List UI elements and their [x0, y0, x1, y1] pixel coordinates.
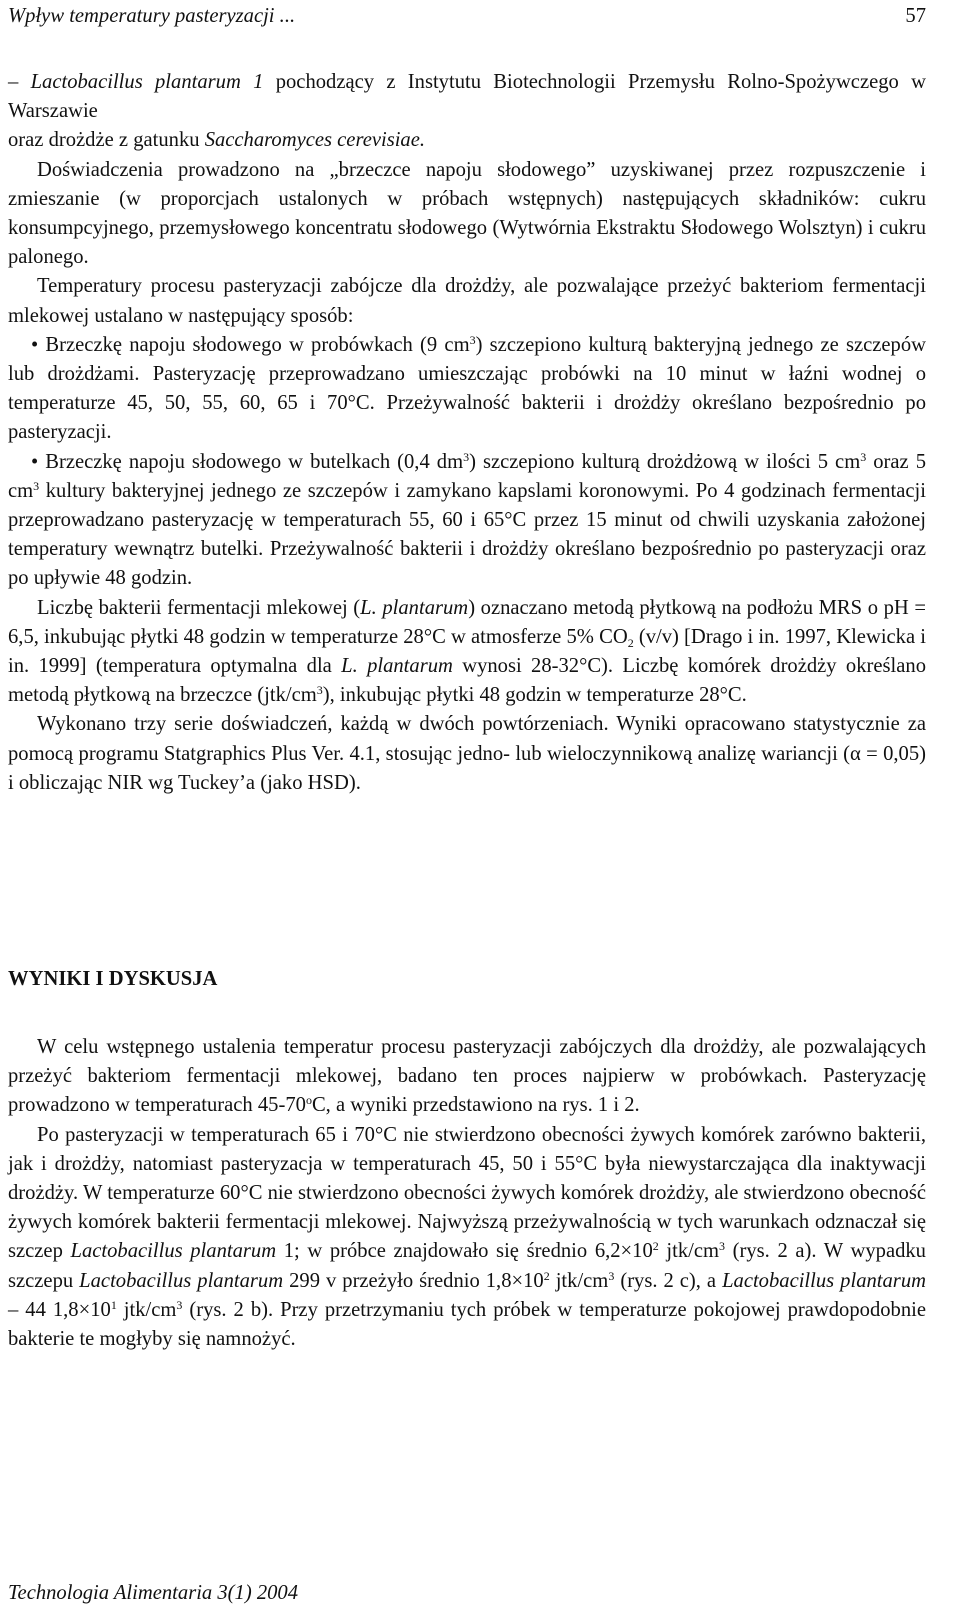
paragraph: Po pasteryzacji w temperaturach 65 i 70°C nie stwierdzono obecności żywych komórek zarówno bakterii, jak i drożdży, natomiast pasteryzacja w temperaturach 45, 50 i 55°C była niewystarczająca dla inaktywacji drożdży. W temperaturze 60°C nie stwierdzono obecności żywych komórek drożdży, ale stwierdzono obecność żywych komórek bakterii fermentacji mlekowej. Najwyższą przeżywalnością w tych warunkach odznaczał się szczep Lactobacillus plantarum 1; w próbce znajdowało się średnio $6,2\times 10^2$ jtk/$cm^3$ (rys. 2 a). W wypadku szczepu Lactobacillus plantarum 299 v przeżyło średnio $1,8\times 10^2$ jtk/$cm^3$ (rys. 2 c), a Lactobacillus plantarum – 44 $1,8\times 10^1$ jtk/$cm^3$ (rys. 2 b). Przy przetrzymaniu tych próbek w temperaturze pokojowej prawdopodobnie bakterie te mogłyby się namnożyć. — [8, 1123, 926, 1351]
results-section — [8, 1033, 926, 1354]
paragraph: Temperatury procesu pasteryzacji zabójcze dla drożdży, ale pozwalające przeżyć bakteriom fermentacji mlekowej ustalano w następujący sposób: — [8, 275, 926, 327]
species-name: Saccharomyces cerevisiae. — [204, 129, 426, 152]
bullet-item: • Brzeczkę napoju słodowego w butelkach (0,4 $dm^3$) szczepiono kulturą drożdżową w ilości 5 $cm^3$ oraz 5 $cm^3$ kultury bakteryjnej jednego ze szczepów i zamykano kapslami koronowymi. Po 4 godzinach fermentacji przeprowadzano pasteryzację w temperaturach 55, 60 i 65°C przez 15 minut od chwili uzyskania założonej temperatury wewnątrz butelki. Przeżywalność bakterii i drożdży określano bezpośrednio po pasteryzacji oraz po upływie 48 godzin. — [8, 449, 926, 590]
strain-name: Lactobacillus plantarum 1 — [30, 71, 264, 93]
page-number: 57 — [905, 5, 926, 27]
running-title: Wpływ temperatury pasteryzacji ... — [8, 5, 296, 27]
paragraph: W celu wstępnego ustalenia temperatur procesu pasteryzacji zabójczych dla drożdży, ale pozwalających przeżyć bakteriom fermentacji mlekowej, badano ten proces najpierw w probówkach. Pasteryzację prowadzono w temperaturach 45-70$^o$C, a wyniki przedstawiono na rys. 1 i 2. — [8, 1036, 926, 1117]
paragraph: Doświadczenia prowadzono na „brzeczce napoju słodowego” uzyskiwanej przez rozpuszczenie i zmieszanie (w proporcjach ustalonych w próbach wstępnych) następujących składników: cukru konsumpcyjnego, przemysłowego koncentratu słodowego (Wytwórnia Ekstraktu Słodowego Wolsztyn) i cukru palonego. — [8, 158, 926, 269]
paragraph: Liczbę bakterii fermentacji mlekowej (L. plantarum) oznaczano metodą płytkową na podłożu MRS o pH = 6,5, inkubując płytki 48 godzin w temperaturze 28°C w atmosferze 5% $CO_2$ (v/v) [Drago i in. 1997, Klewicka i in. 1999] (temperatura optymalna dla L. plantarum wynosi 28-32°C). Liczbę komórek drożdży określano metodą płytkową na brzeczce $(jtk/cm^3)$, inkubując płytki 48 godzin w temperaturze 28°C. — [8, 596, 927, 707]
page-header — [8, 2, 926, 30]
bullet-item: • Brzeczkę napoju słodowego w probówkach (9 $cm^3$) szczepiono kulturą bakteryjną jednego ze szczepów lub drożdżami. Pasteryzację przeprowadzano umieszczając probówki na 10 minut w łaźni wodnej o temperaturze 45, 50, 55, 60, 65 i 70°C. Przeżywalność bakterii i drożdży określano bezpośrednio po pasteryzacji. — [8, 332, 926, 444]
journal-footer: Technologia Alimentaria 3(1) 2004 — [8, 1582, 299, 1604]
yeast-item: oraz drożdże z gatunku Saccharomyces cerevisiae. — [8, 129, 426, 152]
methods-section — [8, 68, 926, 798]
paragraph: Wykonano trzy serie doświadczeń, każdą w dwóch powtórzeniach. Wyniki opracowano statystycznie za pomocą programu Statgraphics Plus Ver. 4.1, stosując jedno- lub wieloczynnikową analizę wariancji (α = 0,05) i obliczając NIR wg Tuckey’a (jako HSD). — [8, 713, 926, 794]
strain-item: – Lactobacillus plantarum 1 pochodzący z Instytutu Biotechnologii Przemysłu Rolno-Spożywczego w Warszawie — [8, 71, 926, 123]
section-heading: WYNIKI I DYSKUSJA — [8, 968, 218, 990]
